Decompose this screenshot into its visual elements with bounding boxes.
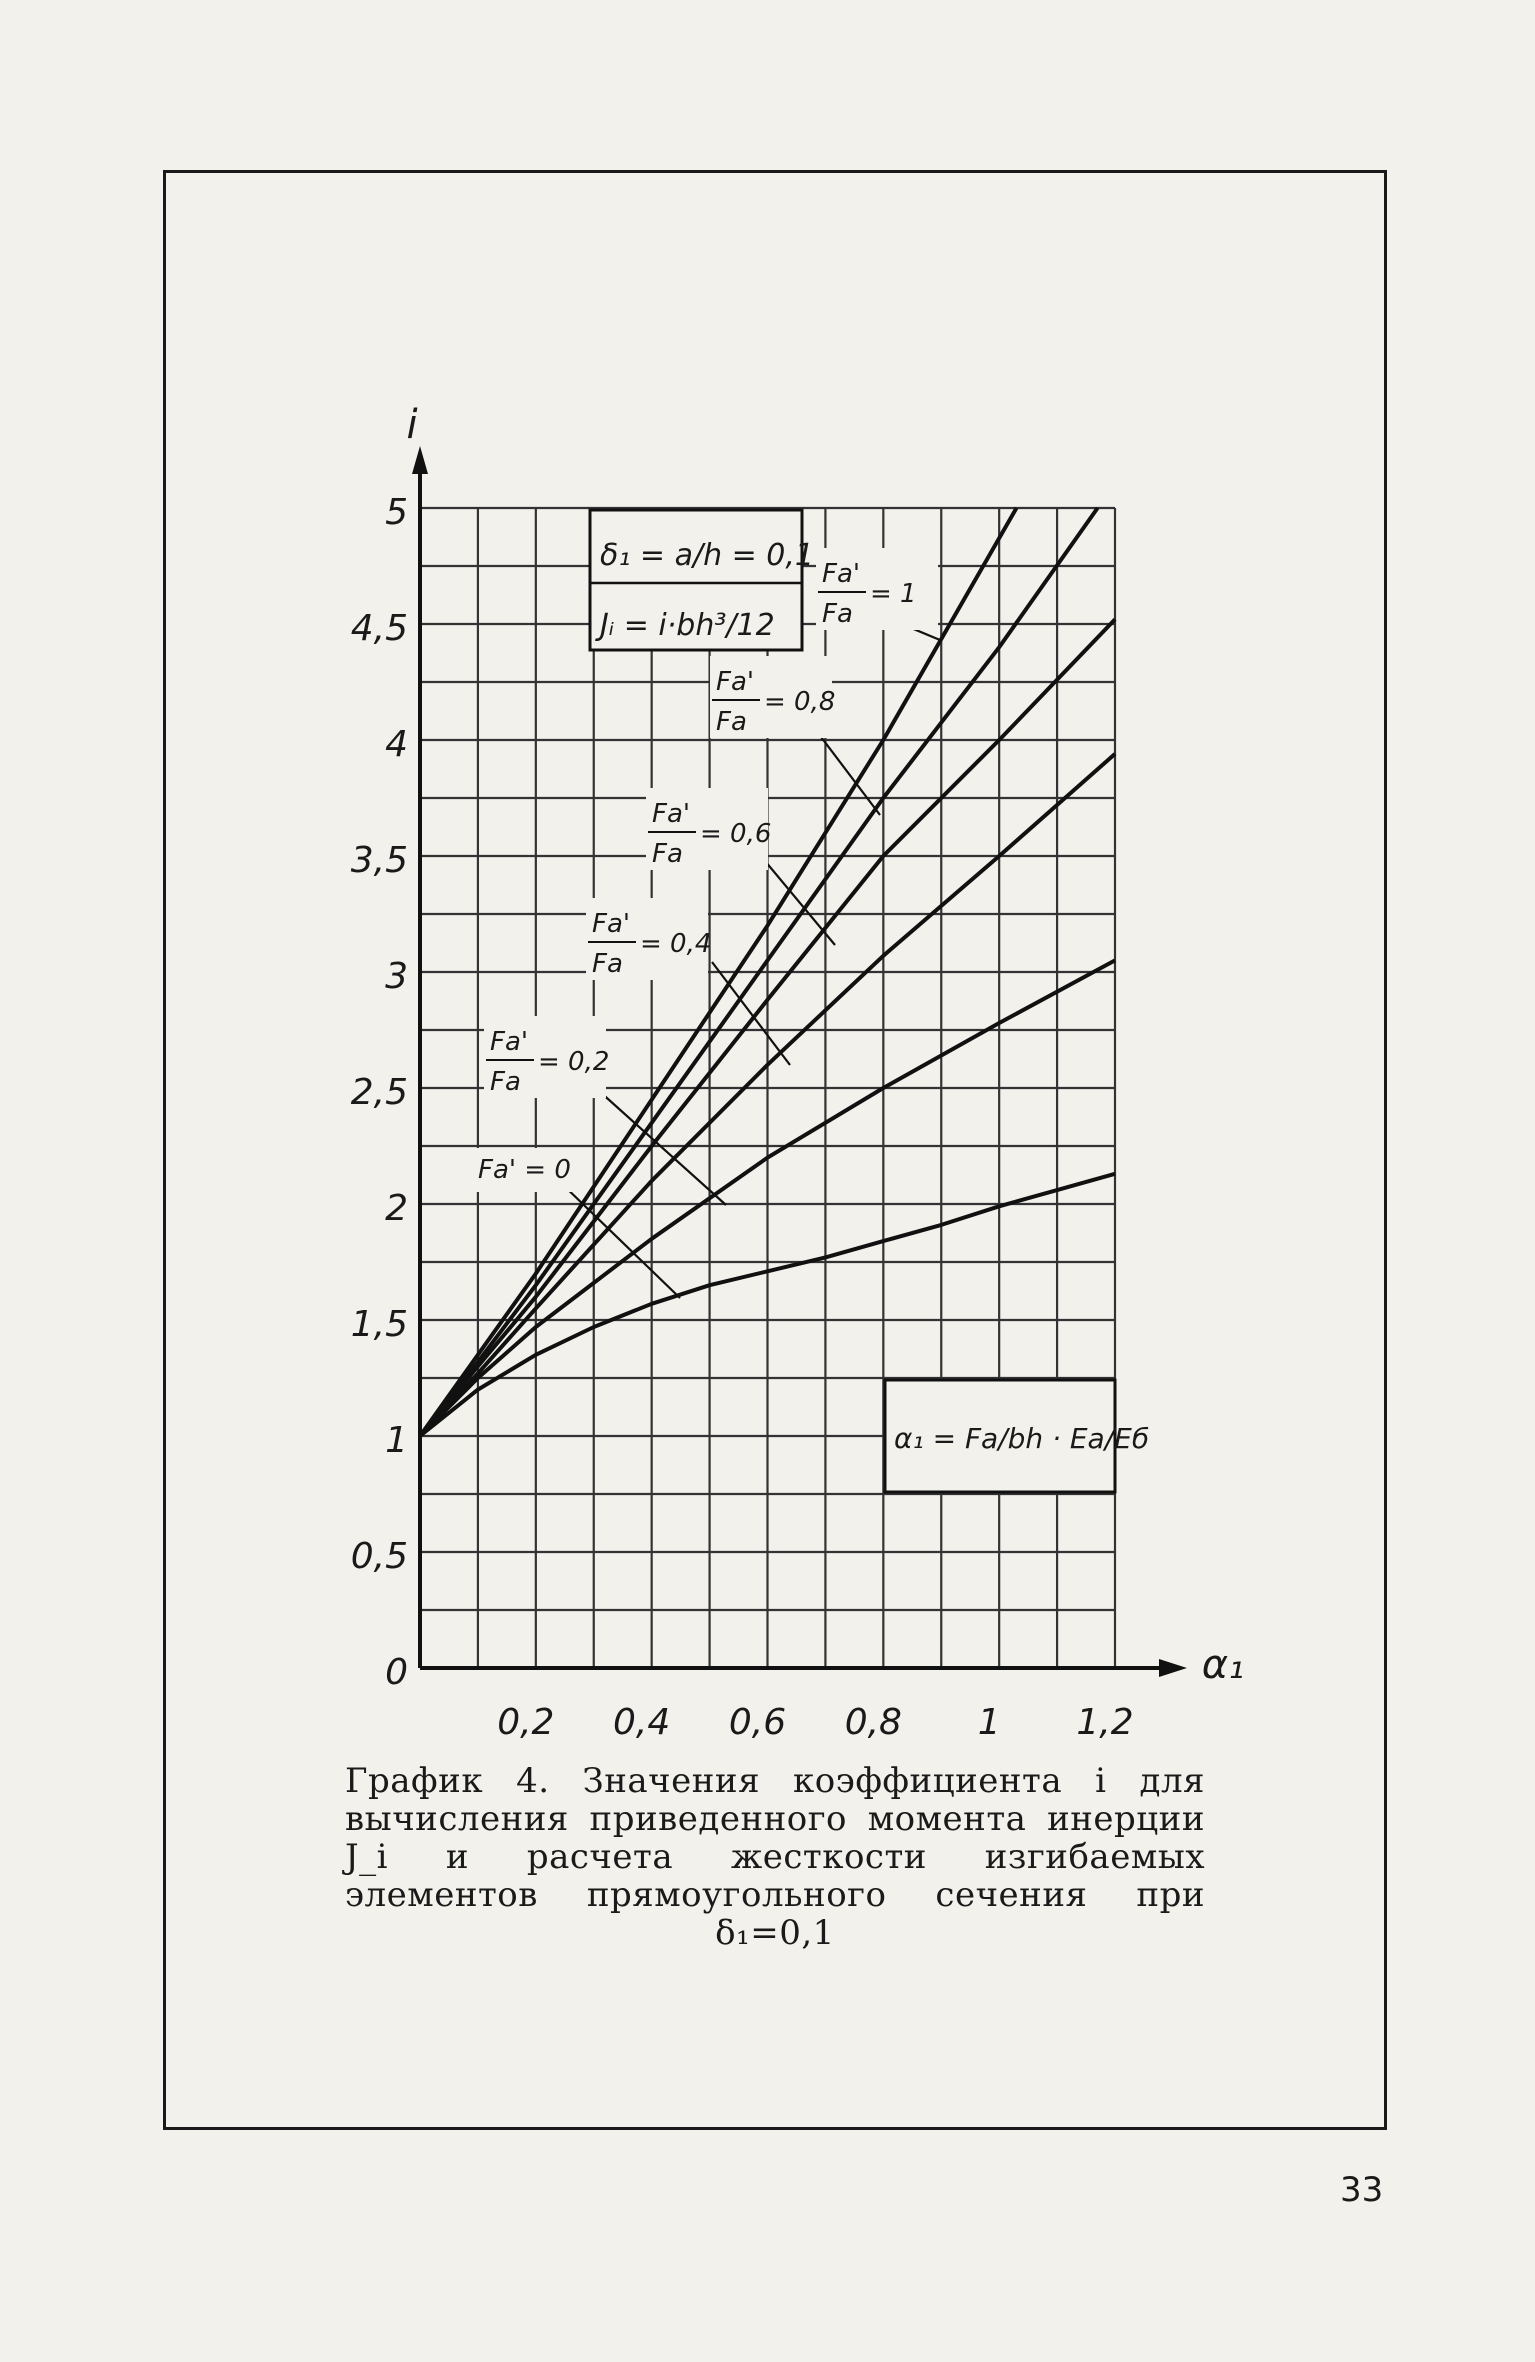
delta-formula: δ₁ = a/h = 0,1 [600, 538, 815, 573]
curve-label-denominator: Fa [822, 599, 853, 629]
curve-label-value: = 0,2 [538, 1047, 610, 1077]
y-axis-arrow [412, 446, 428, 474]
page-number: 33 [1340, 2170, 1384, 2210]
curve-label-numerator: Fa' [490, 1027, 529, 1057]
x-tick-label: 0,6 [728, 1702, 787, 1743]
label-leader-line [712, 962, 790, 1065]
curve-label-value: = 0,8 [764, 687, 836, 717]
label-leader-line [558, 1180, 680, 1298]
formula-boxes [590, 510, 1149, 1492]
curve-label-numerator: Fa' [822, 559, 861, 589]
x-tick-label: 1,2 [1076, 1702, 1134, 1743]
curve-label-denominator: Fa [490, 1067, 521, 1097]
curve-label-denominator: Fa [592, 949, 623, 979]
y-tick-label: 2,5 [350, 1072, 408, 1113]
moment-formula: Jᵢ = i·bh³/12 [600, 608, 775, 643]
y-tick-label: 1 [385, 1420, 408, 1461]
alpha-formula: α₁ = Fa/bh · Ea/Eб [894, 1422, 1150, 1455]
curve-label-value: = 0,6 [700, 819, 772, 849]
figure-caption: График 4. Значения коэффициента i для вычисления приведенного момента инерции J_i и расчета жесткости изгибаемых элементов прямоугольного сечения при δ₁=0,1 [345, 1761, 1205, 1953]
x-tick-label: 1 [977, 1702, 1001, 1743]
y-tick-label: 0 [385, 1652, 408, 1693]
y-axis-label: i [406, 402, 418, 448]
y-tick-label: 2 [385, 1188, 408, 1229]
y-tick-label: 0,5 [350, 1536, 408, 1577]
y-tick-label: 4,5 [350, 608, 408, 649]
x-tick-label: 0,4 [613, 1702, 671, 1743]
curve-label-value: = 0,4 [640, 929, 712, 959]
y-tick-label: 3 [385, 956, 408, 997]
y-tick-label: 4 [385, 724, 408, 765]
curve-label-denominator: Fa [716, 707, 747, 737]
curve-label-value: Fa' = 0 [478, 1155, 571, 1185]
x-axis-label: α₁ [1201, 1642, 1245, 1688]
label-leader-line [760, 855, 835, 945]
y-tick-label: 5 [385, 492, 408, 533]
x-tick-label: 0,2 [497, 1702, 555, 1743]
y-tick-label: 1,5 [350, 1304, 408, 1345]
curve-label-value: = 1 [870, 579, 917, 609]
y-tick-label: 3,5 [350, 840, 408, 881]
x-tick-label: 0,8 [844, 1702, 902, 1743]
curve-label-numerator: Fa' [716, 667, 755, 697]
x-axis-arrow [1159, 1659, 1187, 1677]
curve-label-numerator: Fa' [652, 799, 691, 829]
curve-label-denominator: Fa [652, 839, 683, 869]
curve-label-numerator: Fa' [592, 909, 631, 939]
